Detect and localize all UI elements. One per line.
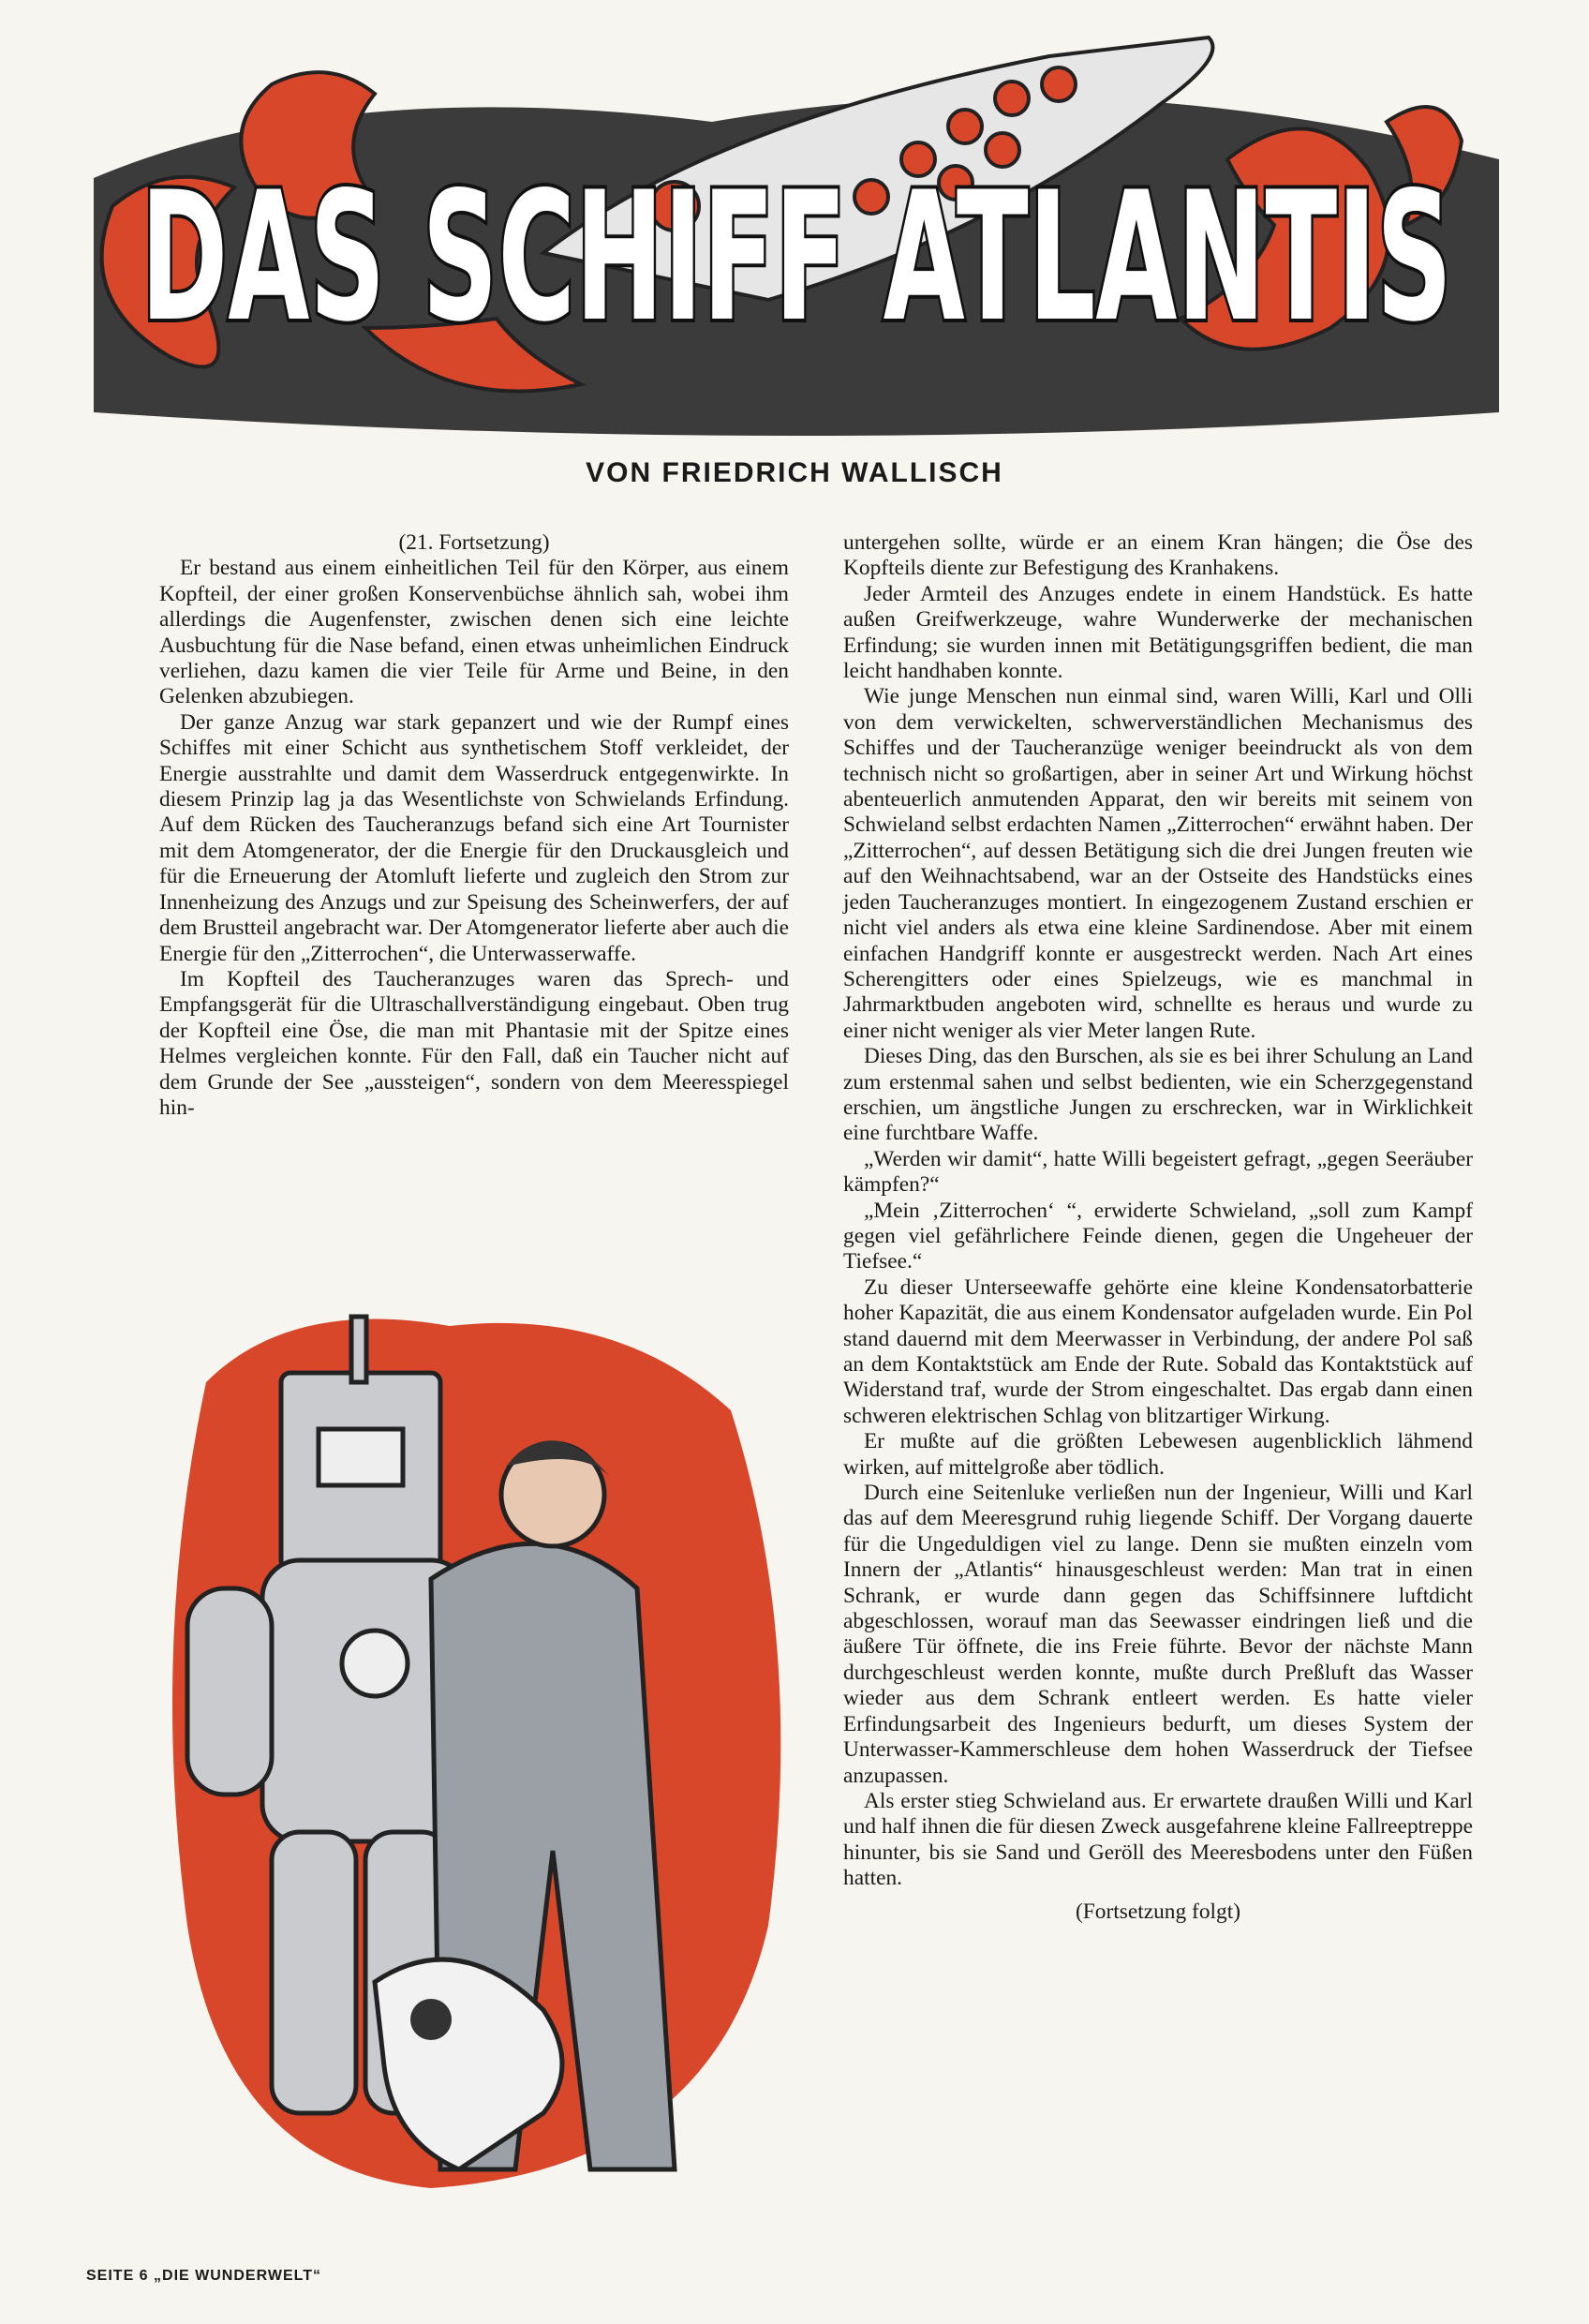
paragraph: Durch eine Seitenluke verließen nun der Ingenieur, Willi und Karl das auf dem Meeresgrund ruhig liegende Schiff. Der Vorgang dauerte für die Ungeduldigen viel zu lange. Denn sie mußten einzeln vom Innern der „Atlantis“ hinausgeschleust werden: Man trat in einen Schrank, er wurde dann gegen das Schiffsinnere luftdicht abgeschlossen, worauf man das Seewasser eindringen ließ und die äußere Tür öffnete, die ins Freie führte. Bevor der nächste Mann durchgeschleust werden konnte, mußte durch Preßluft das Wasser wieder aus dem Schrank entleert werden. Es hatte vieler Erfindungsarbeit des Ingenieurs bedurft, um dieses System der Unterwasser-Kammerschleuse dem hohen Wasserdruck der Tiefsee anzupassen. [843, 1481, 1473, 1788]
paragraph: untergehen sollte, würde er an einem Kran hängen; die Öse des Kopfteils diente zur Befestigung des Kranhakens. [843, 530, 1473, 581]
diver-illustration [150, 1270, 806, 2207]
right-column [843, 530, 1473, 1925]
paragraph: Er bestand aus einem einheitlichen Teil für den Körper, aus einem Kopfteil, der einer großen Konservenbüchse ähnlich sah, wobei ihm allerdings die Augenfenster, zwischen denen sich eine leichte Ausbuchtung für die Nase befand, einen etwas unheimlichen Eindruck verliehen, dazu kamen die vier Teile für Arme und Beine, in den Gelenken abzubiegen. [159, 556, 789, 709]
page-footer: SEITE 6 „DIE WUNDERWELT“ [86, 2268, 321, 2284]
title-illustration [56, 19, 1533, 459]
paragraph: Im Kopfteil des Taucheranzuges waren das Sprech- und Empfangsgerät für die Ultraschallverständigung eingebaut. Oben trug der Kopfteil eine Öse, die man mit Phantasie mit der Spitze eines Helmes vergleichen konnte. Für den Fall, daß ein Taucher nicht auf dem Grunde der See „aussteigen“, sondern von dem Meeresspiegel hin- [159, 966, 789, 1120]
paragraph: Zu dieser Unterseewaffe gehörte eine kleine Kondensatorbatterie hoher Kapazität, die aus einem Kondensator aufgeladen wurde. Ein Pol stand dauernd mit dem Meerwasser in Verbindung, der andere Pol saß an dem Kontaktstück am Ende der Rute. Sobald das Kontaktstück auf Widerstand traf, wurde der Strom eingeschaltet. Das ergab dann einen schweren elektrischen Schlag von blitzartiger Wirkung. [843, 1274, 1473, 1428]
title-lettering: DAS SCHIFF ATLANTIS [141, 154, 1452, 361]
paragraph: Jeder Armteil des Anzuges endete in einem Handstück. Es hatte außen Greifwerkzeuge, wahre Wunderwerke der mechanischen Erfindung; sie wurden innen mit Betätigungsgriffen bedient, die man leicht handhaben konnte. [843, 581, 1473, 684]
paragraph: Dieses Ding, das den Burschen, als sie es bei ihrer Schulung an Land zum erstenmal sahen und selbst bedienten, wie ein Scherzgegenstand erschien, um ängstliche Jungen zu erschrecken, war in Wirklichkeit eine furchtbare Waffe. [843, 1044, 1473, 1146]
paragraph: Als erster stieg Schwieland aus. Er erwartete draußen Willi und Karl und half ihnen die für diesen Zweck ausgefahrene kleine Fallreeptreppe hinunter, bis sie Sand und Geröll des Meeresbodens unter den Füßen hatten. [843, 1788, 1473, 1891]
byline: VON FRIEDRICH WALLISCH [586, 457, 1003, 488]
paragraph: „Werden wir damit“, hatte Willi begeistert gefragt, „gegen Seeräuber kämpfen?“ [843, 1146, 1473, 1198]
paragraph: Er mußte auf die größten Lebewesen augenblicklich lähmend wirken, auf mittelgroße aber tödlich. [843, 1429, 1473, 1480]
installment-label: (21. Fortsetzung) [398, 530, 550, 555]
left-column [159, 530, 789, 1121]
paragraph: Der ganze Anzug war stark gepanzert und wie der Rumpf eines Schiffes mit einer Schicht aus synthetischem Stoff verkleidet, der Energie ausstrahlte und damit dem Wasserdruck entgegenwirkte. In diesem Prinzip lag ja das Wesentlichste von Schwielands Erfindung. Auf dem Rücken des Taucheranzugs befand sich eine Art Tournister mit dem Atomgenerator, der die Energie für den Druckausgleich und für die Erneuerung der Atomluft lieferte und zugleich den Strom zur Innenheizung des Anzugs und zur Speisung des Scheinwerfers, der auf dem Brustteil angebracht war. Der Atomgenerator lieferte aber auch die Energie für den „Zitterrochen“, die Unterwasserwaffe. [159, 709, 789, 966]
paragraph: „Mein ‚Zitterrochen‘ “, erwiderte Schwieland, „soll zum Kampf gegen viel gefährlichere Feinde dienen, gegen die Ungeheuer der Tiefsee.“ [843, 1198, 1473, 1274]
paragraph: Wie junge Menschen nun einmal sind, waren Willi, Karl und Olli von dem verwickelten, schwerverständlichen Mechanismus des Schiffes und der Taucheranzüge weniger beeindruckt als von dem technisch nicht so großartigen, aber in seiner Art und Wirkung höchst abenteuerlich anmutenden Apparat, den wir bereits mit seinem von Schwieland selbst erdachten Namen „Zitterrochen“ erwähnt haben. Der „Zitterrochen“, auf dessen Betätigung sich die drei Jungen freuten wie auf den Weihnachtsabend, war an der Ostseite des Handstücks eines jeden Taucheranzuges montiert. In eingezogenem Zustand erschien er nicht viel anders als etwa eine kleine Sardinendose. Aber mit einem einfachen Handgriff konnte er ausgestreckt werden. Nach Art eines Scherengitters oder eines Spielzeugs, wie es manchmal in Jahrmarktbuden angeboten wird, schnellte es heraus und wurde zu einer nicht weniger als vier Meter langen Rute. [843, 684, 1473, 1043]
continuation-note: (Fortsetzung folgt) [1075, 1899, 1241, 1924]
